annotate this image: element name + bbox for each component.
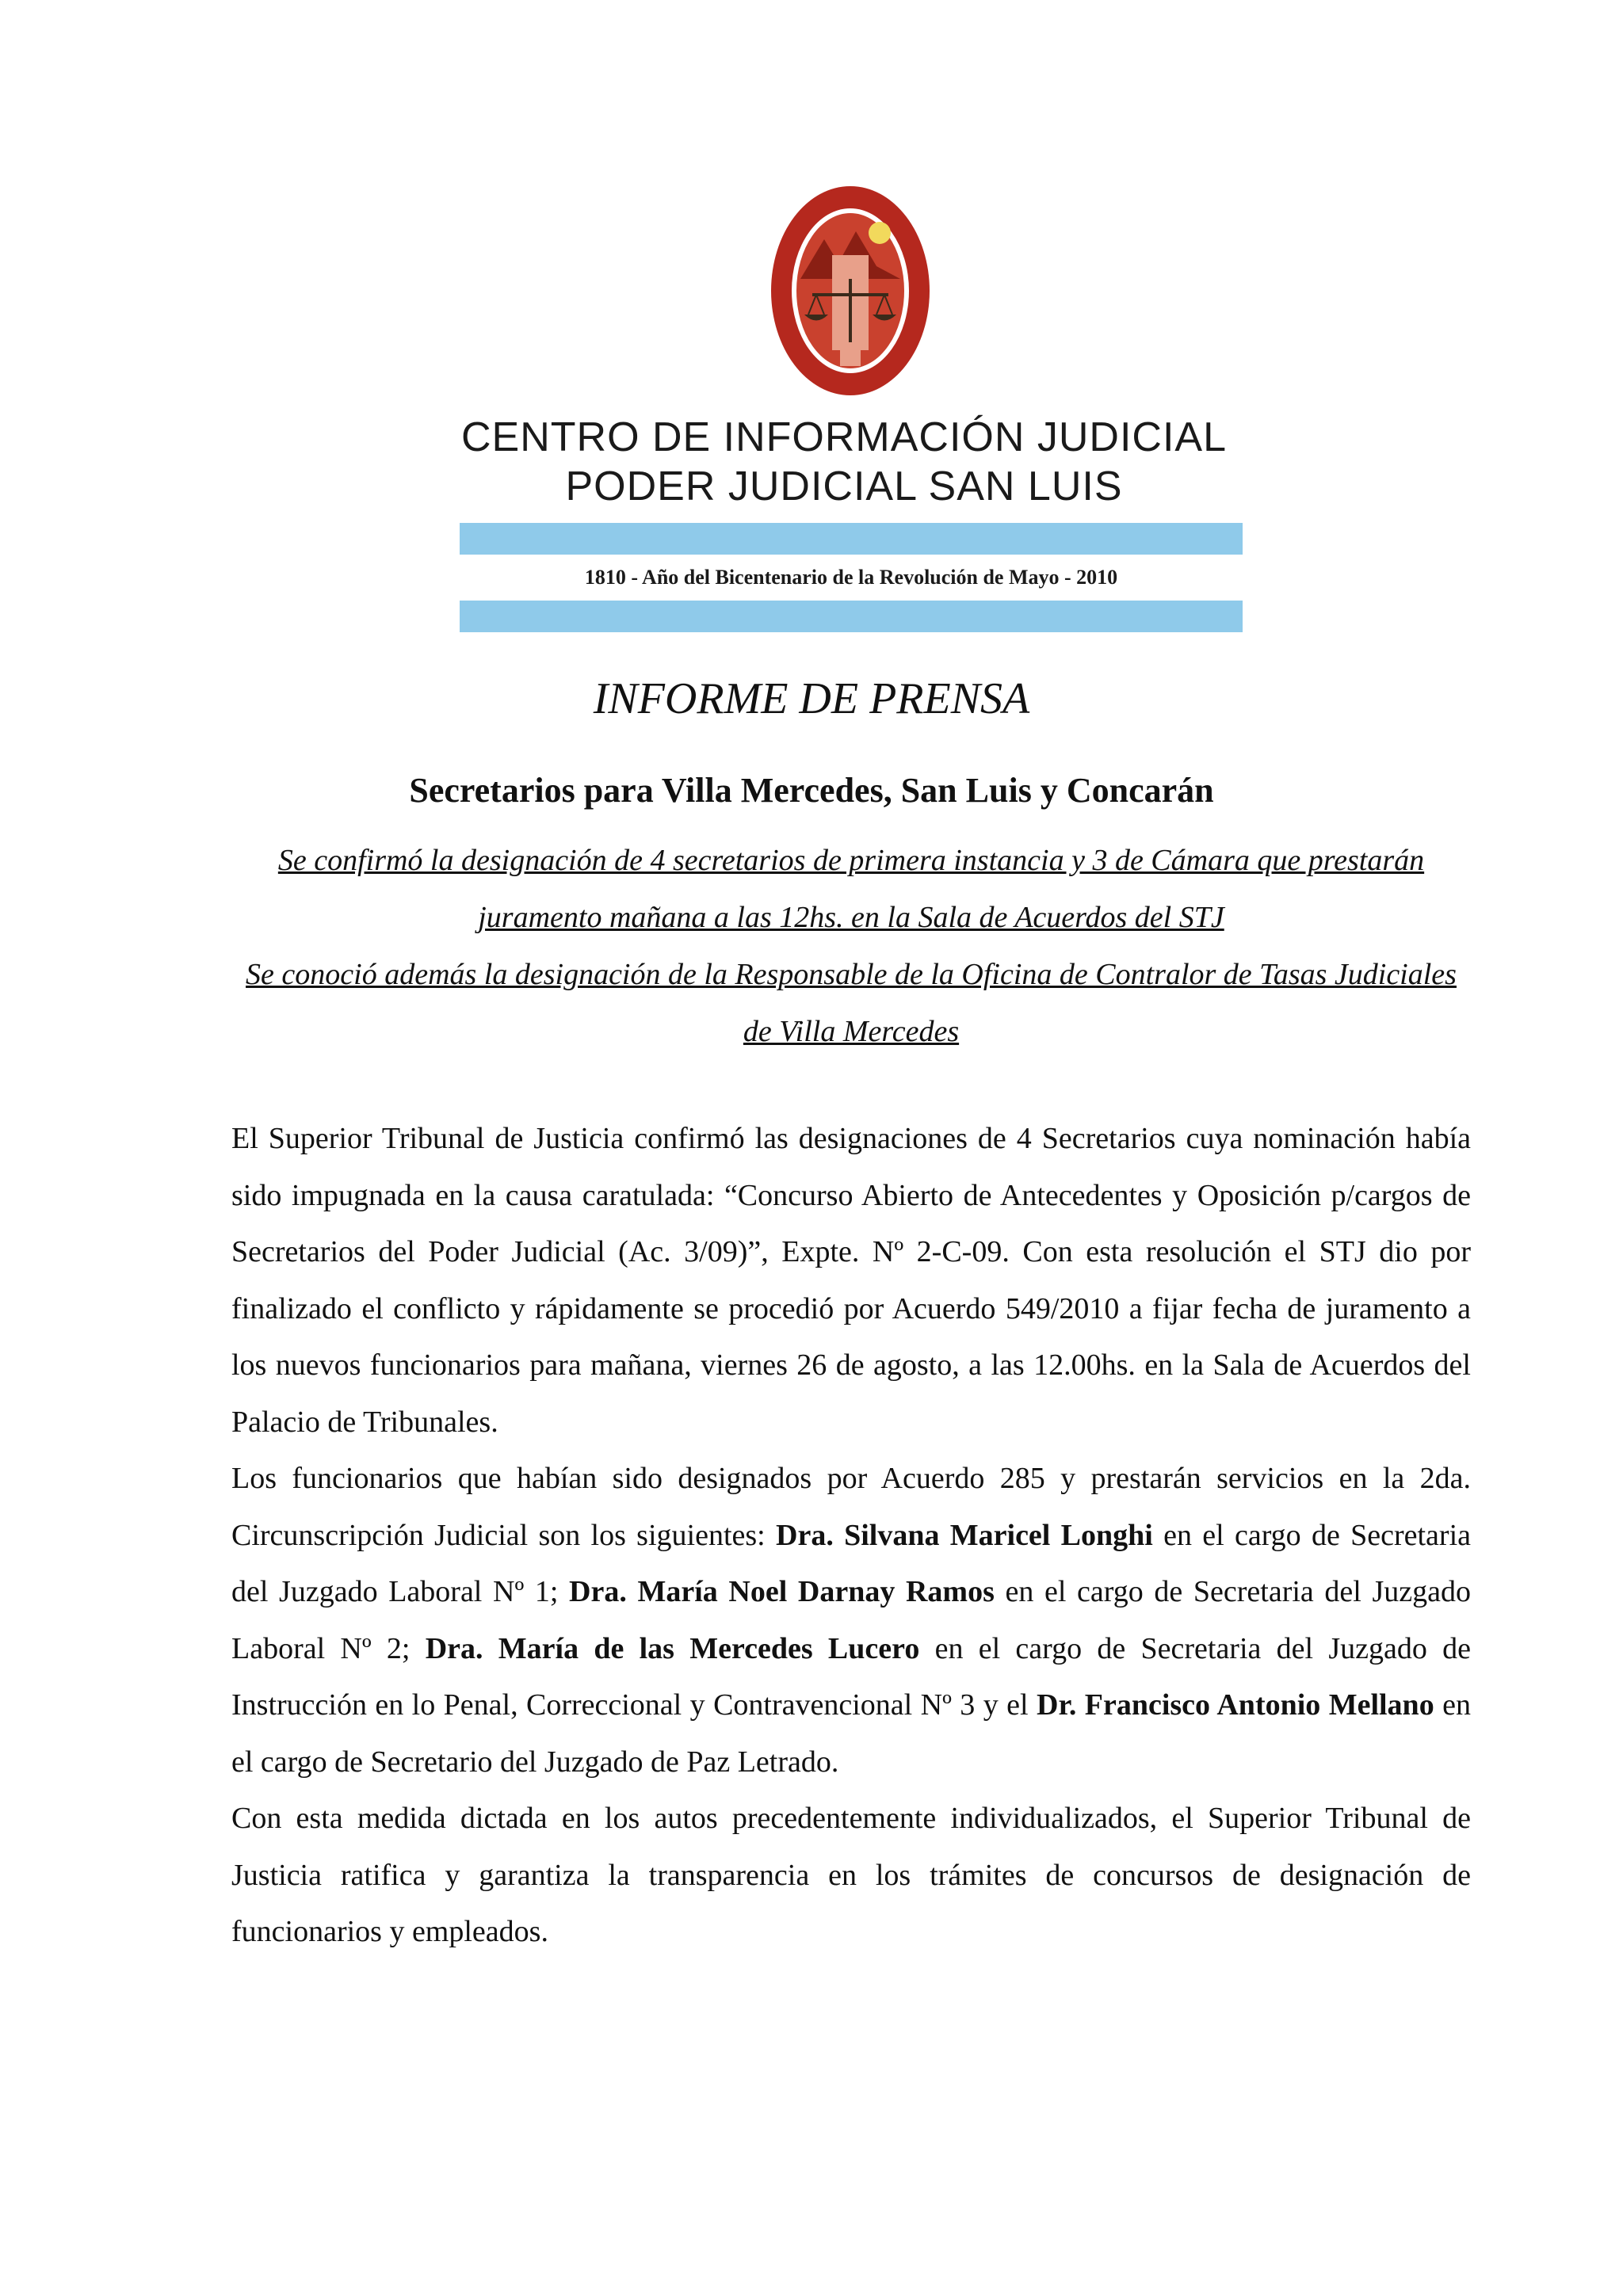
body-text-segment: en el cargo de Secretaria del Juzgado Laboral Nº 2; (231, 1575, 1471, 1665)
body-paragraph-3: Con esta medida dictada en los autos precedentemente individualizados, el Superior Tribunal de Justicia ratifica y garantiza la transparencia en los trámites de concursos de designación de funcionarios y empleados. (231, 1802, 1471, 1948)
body-text-segment: en el cargo de Secretaria del Juzgado Laboral Nº 1; (231, 1518, 1471, 1608)
summary-paragraph-1: Se confirmó la designación de 4 secretarios de primera instancia y 3 de Cámara que prestarán juramento mañana a las 12hs. en la Sala de Acuerdos del STJ (277, 844, 1425, 934)
org-title-line2: PODER JUDICIAL SAN LUIS (565, 463, 1123, 509)
bicentenary-text: 1810 - Año del Bicentenario de la Revolución de Mayo - 2010 (584, 566, 1118, 589)
body-text-segment: en el cargo de Secretario del Juzgado de Paz Letrado. (231, 1688, 1471, 1779)
official-name: Dra. María de las Mercedes Lucero (425, 1631, 920, 1665)
report-subheading: Secretarios para Villa Mercedes, San Luis y Concarán (409, 771, 1214, 810)
report-body (231, 1111, 1471, 1961)
org-title-line1: CENTRO DE INFORMACIÓN JUDICIAL (460, 414, 1228, 460)
judicial-seal-logo (769, 184, 932, 398)
report-heading: INFORME DE PRENSA (593, 674, 1030, 723)
body-text-segment: en el cargo de Secretaria del Juzgado de Instrucción en lo Penal, Correccional y Contravencional Nº 3 y el (231, 1631, 1471, 1722)
official-name: Dr. Francisco Antonio Mellano (1037, 1688, 1434, 1722)
bicentenary-banner (460, 523, 1243, 632)
flag-band-middle (460, 555, 1243, 601)
report-summary (231, 832, 1471, 1060)
body-text-segment: Los funcionarios que habían sido designados por Acuerdo 285 y prestarán servicios en la 2da. Circunscripción Judicial son los siguientes: (231, 1462, 1471, 1552)
official-name: Dra. Silvana Maricel Longhi (776, 1518, 1153, 1552)
body-paragraph-1: El Superior Tribunal de Justicia confirmó las designaciones de 4 Secretarios cuya nominación había sido impugnada en la causa caratulada: “Concurso Abierto de Antecedentes y Oposición p/cargos de Secretarios del Poder Judicial (Ac. 3/09)”, Expte. Nº 2-C-09. Con esta resolución el STJ dio por finalizado el conflicto y rápidamente se procedió por Acuerdo 549/2010 a fijar fecha de juramento a los nuevos funcionarios para mañana, viernes 26 de agosto, a las 12.00hs. en la Sala de Acuerdos del Palacio de Tribunales. (231, 1122, 1471, 1439)
official-name: Dra. María Noel Darnay Ramos (569, 1575, 995, 1608)
body-paragraph-2 (231, 1451, 1471, 1791)
summary-paragraph-2: Se conoció además la designación de la Responsable de la Oficina de Contralor de Tasas Judiciales de Villa Mercedes (246, 958, 1457, 1048)
flag-band-bottom (460, 601, 1243, 632)
flag-band-top (460, 523, 1243, 555)
